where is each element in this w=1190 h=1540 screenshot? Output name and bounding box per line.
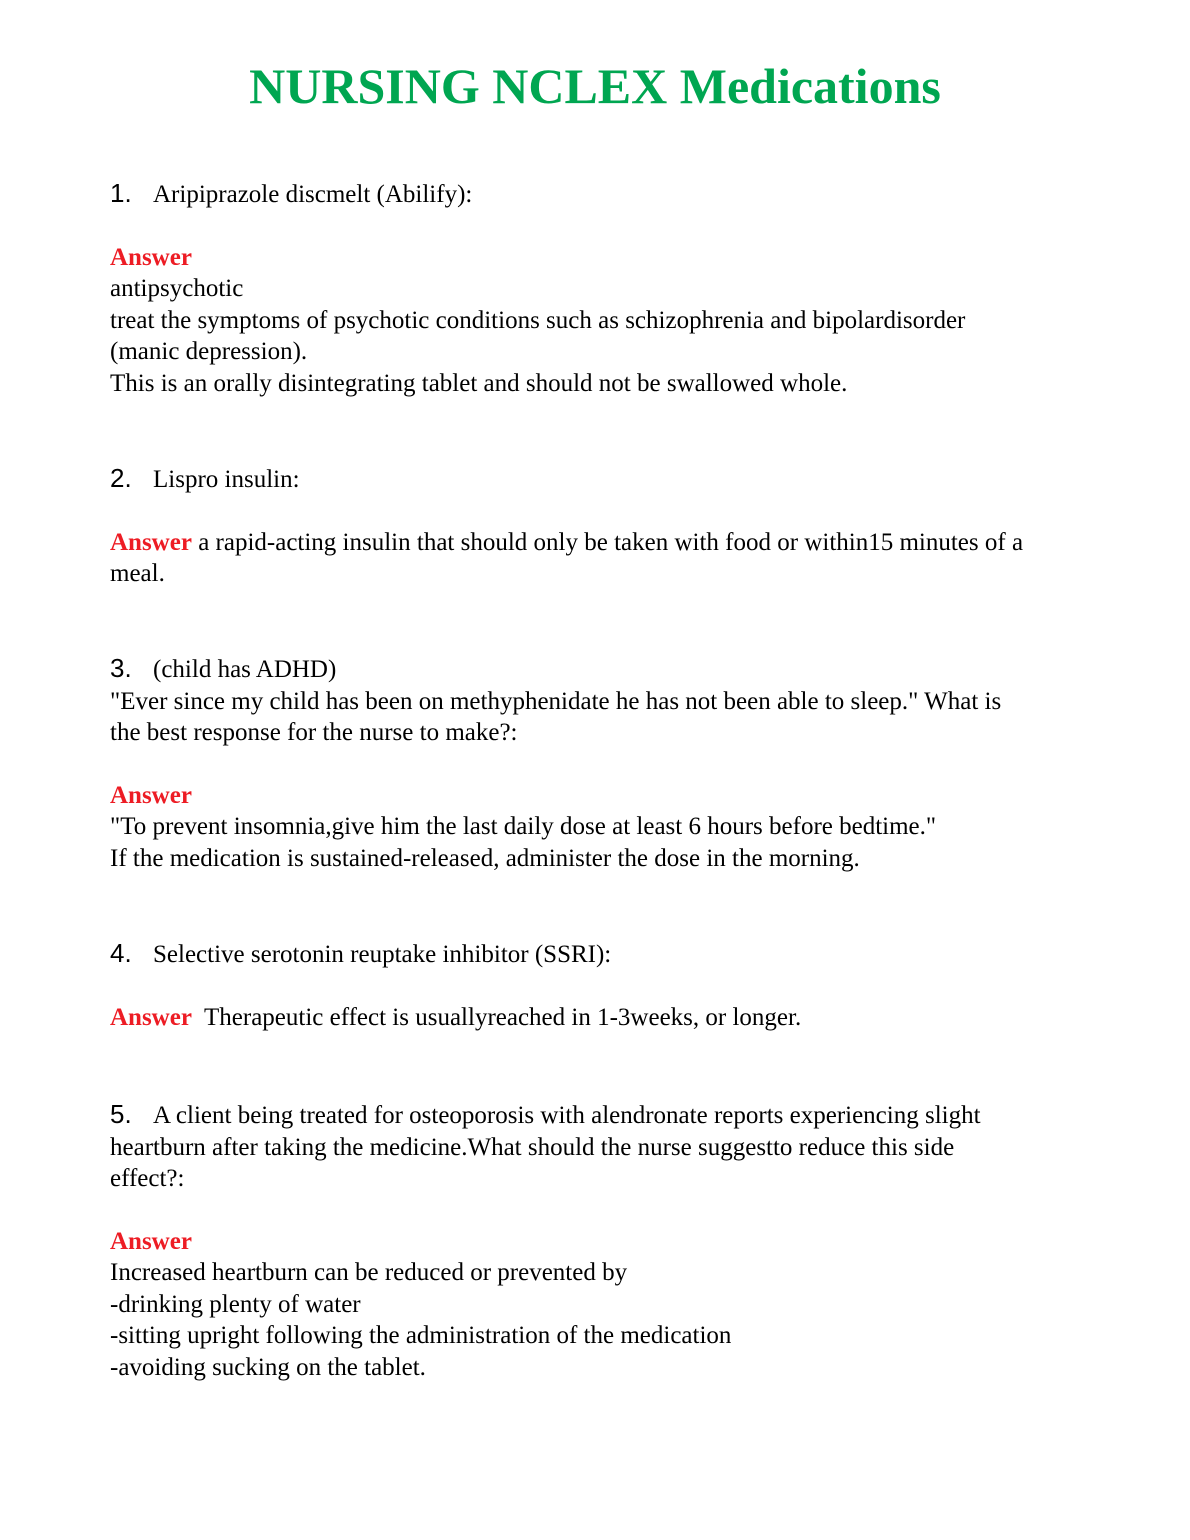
question-5-line xyxy=(110,1099,1100,1132)
question-1-line xyxy=(110,178,1100,211)
answer-label: Answer xyxy=(110,1227,192,1255)
answer-3-label-line xyxy=(110,780,1100,812)
answer-text: -drinking plenty of water xyxy=(110,1290,361,1318)
question-text: the best response for the nurse to make?: xyxy=(110,719,518,746)
answer-4-line xyxy=(110,1002,1100,1034)
answer-label: Answer xyxy=(110,243,192,271)
question-text: "Ever since my child has been on methyphenidate he has not been able to sleep." What is xyxy=(110,687,1002,715)
question-number: 3. xyxy=(110,653,132,683)
question-5 xyxy=(110,1099,1100,1383)
answer-label: Answer xyxy=(110,528,192,556)
answer-label: Answer xyxy=(110,781,192,809)
question-text: Selective serotonin reuptake inhibitor (SSRI): xyxy=(153,941,612,968)
answer-2-line xyxy=(110,527,1100,559)
question-3 xyxy=(110,653,1100,874)
answer-text: Therapeutic effect is usuallyreached in 1-3weeks, or longer. xyxy=(204,1003,802,1031)
answer-text: Increased heartburn can be reduced or prevented by xyxy=(110,1259,628,1286)
answer-text: meal. xyxy=(110,560,165,587)
question-3-line xyxy=(110,653,1100,686)
question-text: Aripiprazole discmelt (Abilify): xyxy=(153,181,473,208)
question-text: effect?: xyxy=(110,1165,185,1192)
answer-text: -avoiding sucking on the tablet. xyxy=(110,1353,426,1381)
answer-text: This is an orally disintegrating tablet and should not be swallowed whole. xyxy=(110,369,848,397)
question-4 xyxy=(110,938,1100,1033)
question-text: (child has ADHD) xyxy=(153,656,337,683)
question-1 xyxy=(110,178,1100,399)
question-number: 1. xyxy=(110,178,132,208)
answer-5-label-line xyxy=(110,1226,1100,1258)
question-number: 2. xyxy=(110,463,132,493)
answer-text: If the medication is sustained-released, administer the dose in the morning. xyxy=(110,844,860,872)
answer-text: "To prevent insomnia,give him the last daily dose at least 6 hours before bedtime." xyxy=(110,813,937,840)
question-text: Lispro insulin: xyxy=(153,466,300,493)
answer-text: antipsychotic xyxy=(110,275,244,302)
question-number: 5. xyxy=(110,1099,132,1129)
answer-text: a rapid-acting insulin that should only be taken with food or within15 minutes of a xyxy=(198,528,1024,556)
answer-text: -sitting upright following the administration of the medication xyxy=(110,1322,732,1349)
question-number: 4. xyxy=(110,938,132,968)
answer-text: treat the symptoms of psychotic conditions such as schizophrenia and bipolardisorder xyxy=(110,306,966,334)
answer-label: Answer xyxy=(110,1003,192,1031)
answer-1-label-line xyxy=(110,242,1100,274)
answer-text: (manic depression). xyxy=(110,338,308,365)
question-2-line xyxy=(110,463,1100,496)
page-title: NURSING NCLEX Medications xyxy=(249,58,941,114)
question-text: heartburn after taking the medicine.What should the nurse suggestto reduce this side xyxy=(110,1133,955,1161)
question-2 xyxy=(110,463,1100,590)
question-4-line xyxy=(110,938,1100,971)
question-text: A client being treated for osteoporosis with alendronate reports experiencing slight xyxy=(153,1102,981,1129)
